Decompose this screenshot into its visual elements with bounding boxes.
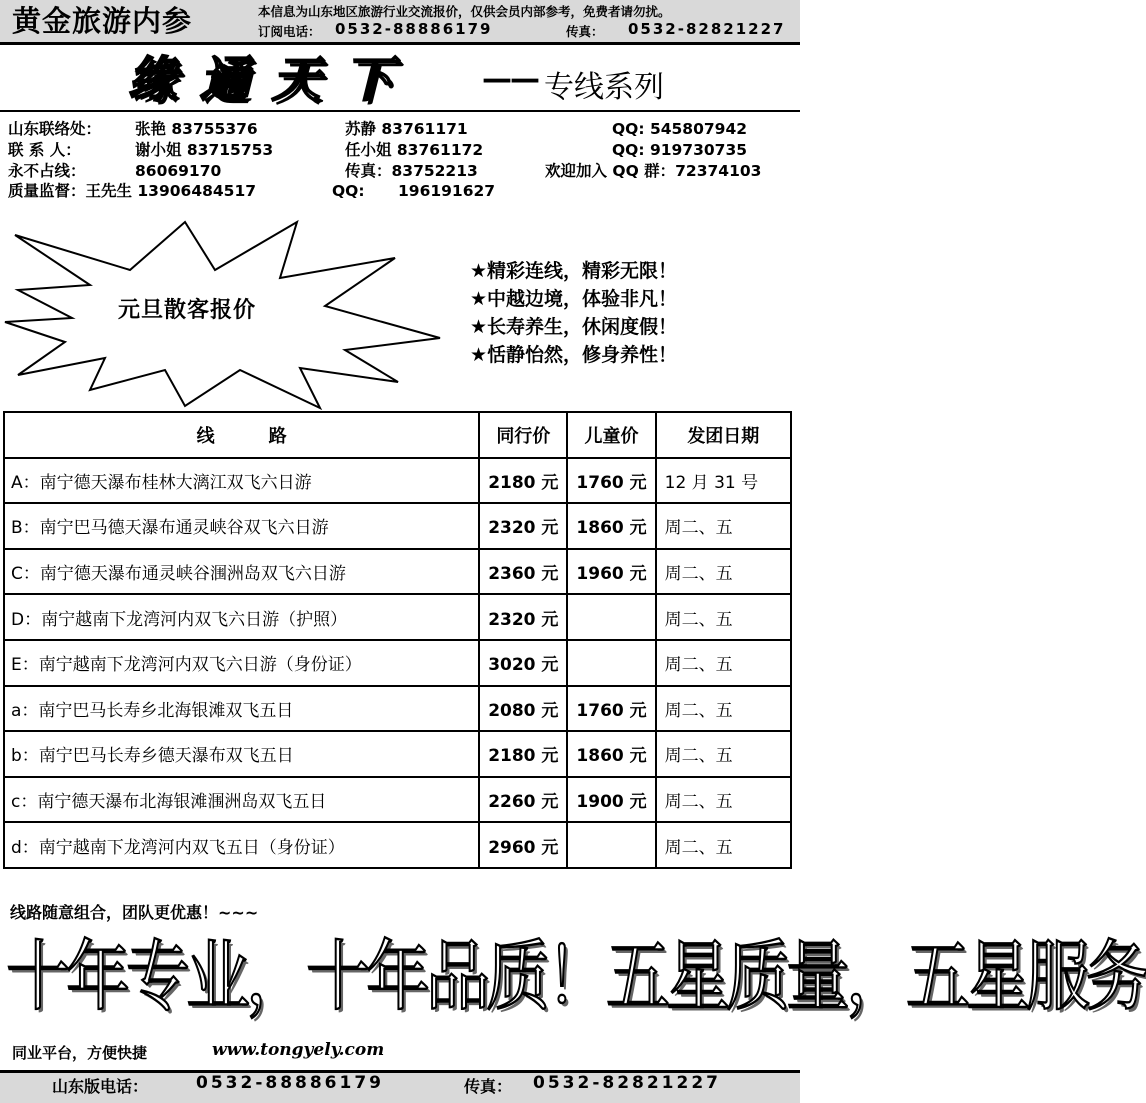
departure-date: 周二、五 xyxy=(656,731,791,777)
footer-fax-label: 传真： xyxy=(464,1077,513,1096)
route-name: d：南宁越南下龙湾河内双飞五日（身份证） xyxy=(4,822,479,868)
route-name: A：南宁德天瀑布桂林大漓江双飞六日游 xyxy=(4,458,479,504)
order-phone-label: 订阅电话： xyxy=(258,24,321,39)
peer-price: 2320 元 xyxy=(479,503,567,549)
office-fax: 传真：83752213 xyxy=(345,162,478,180)
route-name: C：南宁德天瀑布通灵峡谷涠洲岛双飞六日游 xyxy=(4,549,479,595)
contact-qq: QQ: 919730735 xyxy=(612,141,748,159)
child-price xyxy=(567,822,655,868)
departure-date: 周二、五 xyxy=(656,777,791,823)
peer-price: 3020 元 xyxy=(479,640,567,686)
header-peer-price: 同行价 xyxy=(479,412,567,458)
route-name: a：南宁巴马长寿乡北海银滩双飞五日 xyxy=(4,686,479,732)
departure-date: 周二、五 xyxy=(656,686,791,732)
departure-date: 周二、五 xyxy=(656,822,791,868)
footer-phone: 0532-88886179 xyxy=(196,1073,384,1093)
slogan-3: ★长寿养生，休闲度假！ xyxy=(470,316,678,338)
route-name: D：南宁越南下龙湾河内双飞六日游（护照） xyxy=(4,594,479,640)
child-price xyxy=(567,594,655,640)
departure-date: 周二、五 xyxy=(656,594,791,640)
child-price: 1760 元 xyxy=(567,686,655,732)
brand-title: 黄金旅游内参 xyxy=(12,4,193,38)
table-row xyxy=(4,731,791,777)
contact-person-2: 任小姐 83761172 xyxy=(345,141,484,159)
page-subtitle: 专线系列 xyxy=(544,70,664,105)
table-row xyxy=(4,458,791,504)
slogan-1: ★精彩连线，精彩无限！ xyxy=(470,260,678,282)
contact-person-1: 谢小姐 83715753 xyxy=(135,141,274,159)
table-row xyxy=(4,822,791,868)
departure-date: 12 月 31 号 xyxy=(656,458,791,504)
header-fax-label: 传真： xyxy=(566,24,604,39)
table-row xyxy=(4,549,791,595)
price-table xyxy=(3,411,792,869)
table-row xyxy=(4,640,791,686)
peer-price: 2260 元 xyxy=(479,777,567,823)
header-departure: 发团日期 xyxy=(656,412,791,458)
title-divider xyxy=(0,110,800,112)
quality-supervisor: 质量监督：王先生 13906484517 xyxy=(8,182,257,200)
footer-fax: 0532-82821227 xyxy=(533,1073,721,1093)
table-header-row xyxy=(4,412,791,458)
slogan-4: ★恬静怡然，修身养性！ xyxy=(470,344,678,366)
peer-price: 2180 元 xyxy=(479,458,567,504)
big-slogan: 十年专业，十年品质！五星质量，五星服务 xyxy=(6,933,1146,1022)
peer-price: 2080 元 xyxy=(479,686,567,732)
peer-price: 2360 元 xyxy=(479,549,567,595)
office-label: 山东联络处： xyxy=(8,120,102,138)
office-contact-1: 张艳 83755376 xyxy=(135,120,258,138)
hotline-number: 86069170 xyxy=(135,162,222,180)
child-price: 1760 元 xyxy=(567,458,655,504)
route-name: b：南宁巴马长寿乡德天瀑布双飞五日 xyxy=(4,731,479,777)
supervisor-qq: 196191627 xyxy=(398,182,496,200)
title-dash: —— xyxy=(482,62,538,97)
table-row xyxy=(4,503,791,549)
child-price: 1860 元 xyxy=(567,731,655,777)
slogan-2: ★中越边境，体验非凡！ xyxy=(470,288,678,310)
new-year-price-label: 元旦散客报价 xyxy=(118,298,257,323)
table-row xyxy=(4,686,791,732)
departure-date: 周二、五 xyxy=(656,549,791,595)
child-price: 1860 元 xyxy=(567,503,655,549)
header-fax: 0532-82821227 xyxy=(628,20,786,38)
office-contact-2: 苏静 83761171 xyxy=(345,120,468,138)
peer-price: 2180 元 xyxy=(479,731,567,777)
supervisor-qq-label: QQ: xyxy=(332,182,365,200)
route-name: B：南宁巴马德天瀑布通灵峡谷双飞六日游 xyxy=(4,503,479,549)
peer-price: 2320 元 xyxy=(479,594,567,640)
order-phone: 0532-88886179 xyxy=(335,20,493,38)
child-price: 1900 元 xyxy=(567,777,655,823)
departure-date: 周二、五 xyxy=(656,640,791,686)
route-name: c：南宁德天瀑布北海银滩涠洲岛双飞五日 xyxy=(4,777,479,823)
website-link[interactable]: www.tongyely.com xyxy=(212,1040,385,1060)
qq-group: 欢迎加入 QQ 群：72374103 xyxy=(545,162,762,180)
table-row xyxy=(4,594,791,640)
hotline-label: 永不占线： xyxy=(8,162,86,180)
page-title: 缘通天下 xyxy=(128,52,417,108)
header-child-price: 儿童价 xyxy=(567,412,655,458)
departure-date: 周二、五 xyxy=(656,503,791,549)
child-price: 1960 元 xyxy=(567,549,655,595)
office-qq: QQ: 545807942 xyxy=(612,120,748,138)
peer-price: 2960 元 xyxy=(479,822,567,868)
platform-note: 同业平台，方便快捷 xyxy=(12,1044,148,1062)
contact-label: 联 系 人： xyxy=(8,141,81,159)
route-name: E：南宁越南下龙湾河内双飞六日游（身份证） xyxy=(4,640,479,686)
footer-phone-label: 山东版电话： xyxy=(52,1077,149,1096)
combo-note: 线路随意组合，团队更优惠！~~~ xyxy=(10,903,259,922)
child-price xyxy=(567,640,655,686)
header-route: 线 路 xyxy=(4,412,479,458)
table-row xyxy=(4,777,791,823)
header-notice: 本信息为山东地区旅游行业交流报价，仅供会员内部参考，免费者请勿扰。 xyxy=(258,4,671,19)
